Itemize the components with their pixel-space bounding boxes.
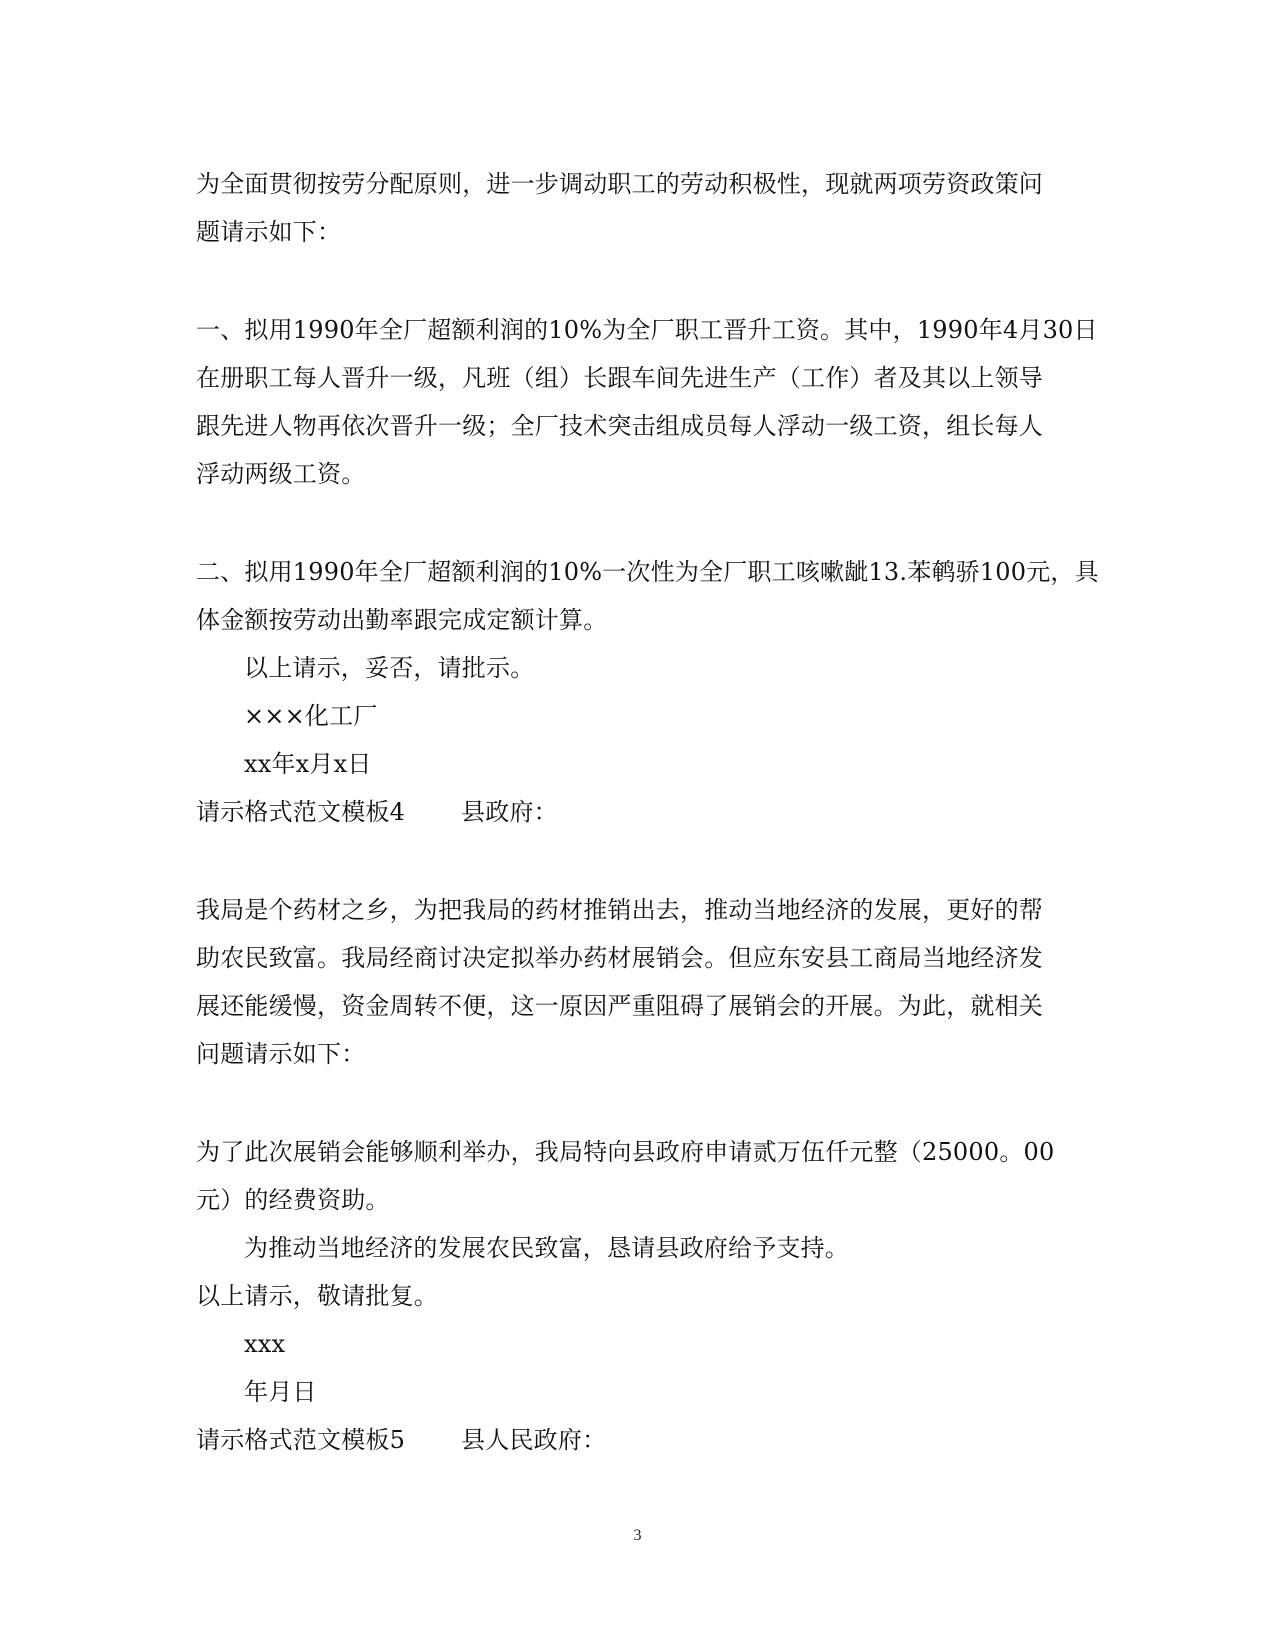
paragraph-gap xyxy=(196,498,1076,548)
funding-line-1: 为了此次展销会能够顺利举办，我局特向县政府申请贰万伍仟元整（25000。00 xyxy=(196,1138,1055,1166)
funding-line-2: 元）的经费资助。 xyxy=(196,1186,390,1214)
item-one-line-4: 浮动两级工资。 xyxy=(196,460,366,488)
template-four-heading xyxy=(196,788,1076,836)
template-four-recipient: 县政府： xyxy=(461,798,558,826)
template-five-recipient: 县人民政府： xyxy=(461,1426,607,1454)
document-body xyxy=(196,160,1099,1464)
closing-request-one: 以上请示，妥否，请批示。 xyxy=(244,654,535,682)
date-one: xx年x月x日 xyxy=(244,750,372,778)
closing-request-two: 以上请示，敬请批复。 xyxy=(196,1282,438,1310)
page-number: 3 xyxy=(633,1527,642,1544)
item-two-line-2: 体金额按劳动出勤率跟完成定额计算。 xyxy=(196,606,608,634)
bureau-line-3: 展还能缓慢，资金周转不便，这一原因严重阻碍了展销会的开展。为此，就相关 xyxy=(196,992,1043,1020)
paragraph-gap xyxy=(196,1078,1076,1128)
bureau-line-4: 问题请示如下： xyxy=(196,1040,366,1068)
template-five-heading xyxy=(196,1416,1076,1464)
item-one-line-2: 在册职工每人晋升一级，凡班（组）长跟车间先进生产（工作）者及其以上领导 xyxy=(196,364,1043,392)
item-two-line-1: 二、拟用1990年全厂超额利润的10%一次性为全厂职工咳嗽龇13.苯鹌骄100元，具 xyxy=(196,558,1099,586)
intro-line-1: 为全面贯彻按劳分配原则，进一步调动职工的劳动积极性，现就两项劳资政策问 xyxy=(196,170,1043,198)
template-four-title: 请示格式范文模板4 xyxy=(196,798,406,826)
support-request: 为推动当地经济的发展农民致富，恳请县政府给予支持。 xyxy=(244,1234,849,1262)
signature-two: xxx xyxy=(244,1330,286,1358)
template-five-title: 请示格式范文模板5 xyxy=(196,1426,406,1454)
paragraph-gap xyxy=(196,836,1076,886)
date-two: 年月日 xyxy=(244,1378,317,1406)
paragraph-gap xyxy=(196,256,1076,306)
intro-line-2: 题请示如下： xyxy=(196,218,342,246)
item-one-line-3: 跟先进人物再依次晋升一级；全厂技术突击组成员每人浮动一级工资，组长每人 xyxy=(196,412,1043,440)
item-one-line-1: 一、拟用1990年全厂超额利润的10%为全厂职工晋升工资。其中，1990年4月30日 xyxy=(196,316,1098,344)
bureau-line-1: 我局是个药材之乡，为把我局的药材推销出去，推动当地经济的发展，更好的帮 xyxy=(196,896,1043,924)
signature-factory: ×××化工厂 xyxy=(244,702,378,730)
bureau-line-2: 助农民致富。我局经商讨决定拟举办药材展销会。但应东安县工商局当地经济发 xyxy=(196,944,1043,972)
